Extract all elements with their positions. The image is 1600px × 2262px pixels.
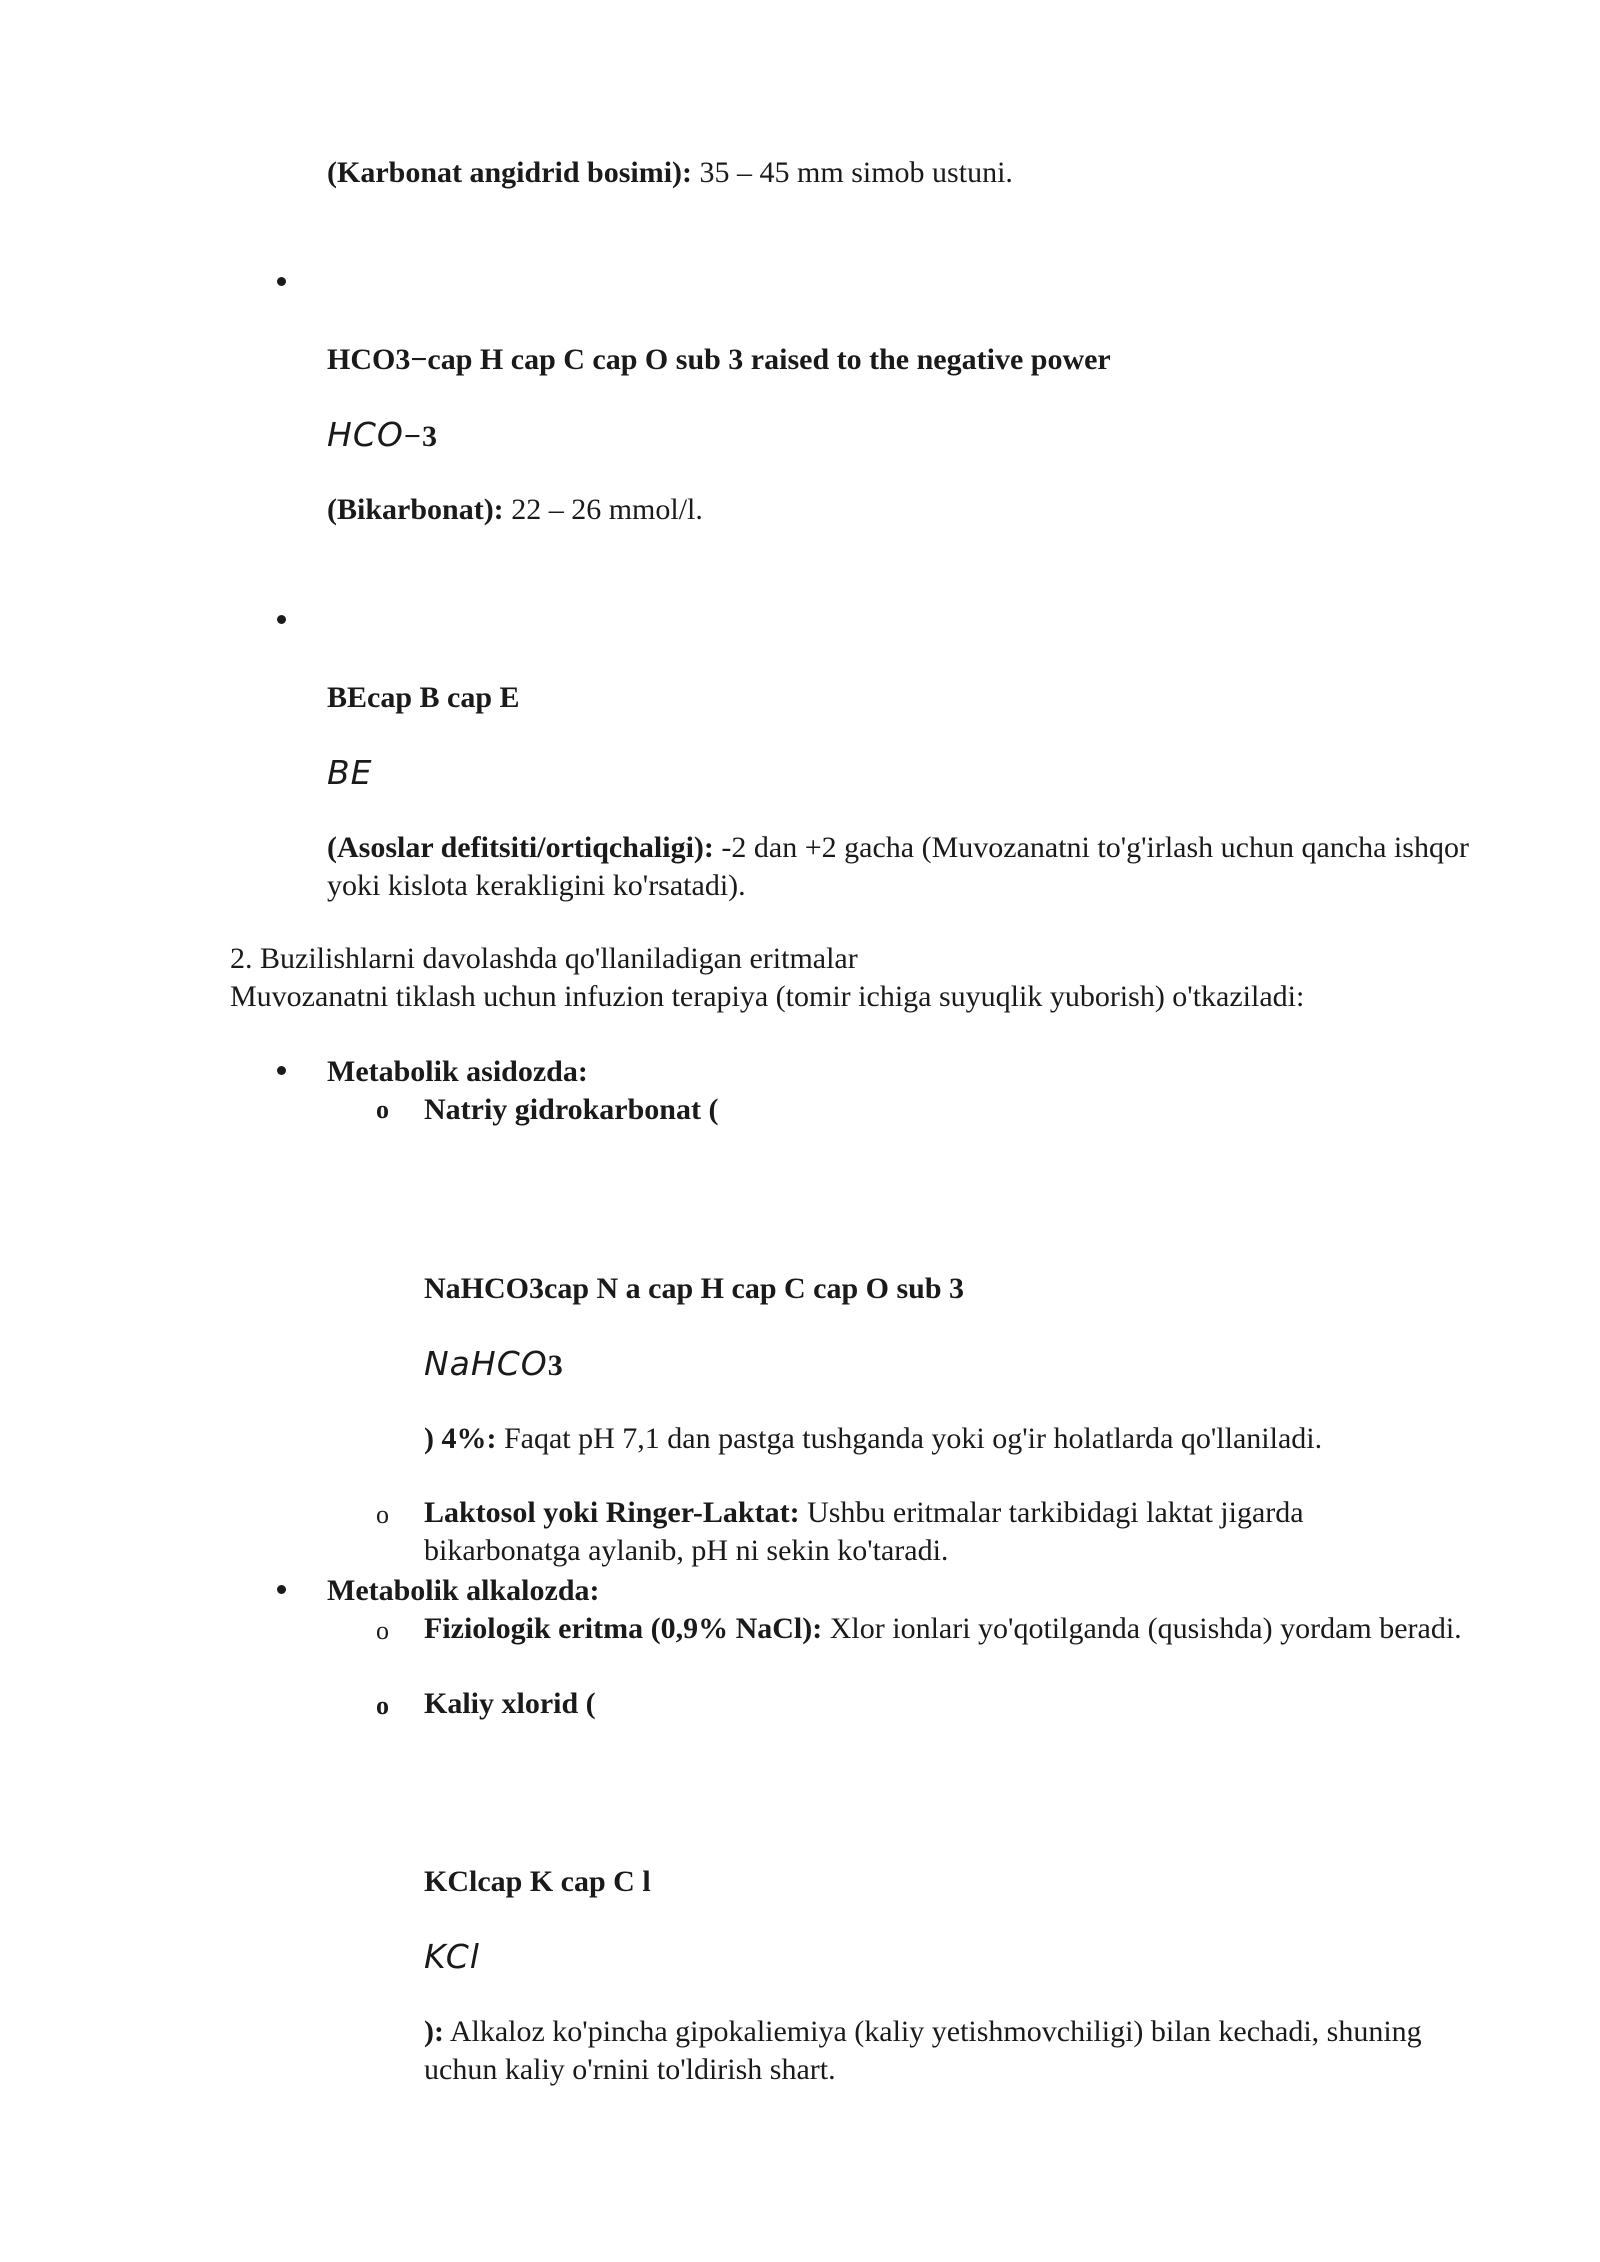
be-formula: BE bbox=[327, 753, 373, 792]
acidosis-label: Metabolik asidozda: bbox=[327, 1055, 588, 1088]
bullet-dot bbox=[277, 1066, 286, 1075]
saline-item: Fiziologik eritma (0,9% NaCl): Xlor ionlari yo'qotilganda (qusishda) yordam beradi. bbox=[424, 1612, 1462, 1645]
sodium-heading: NaHCO3cap N a cap H cap C cap O sub 3 bbox=[424, 1272, 965, 1305]
sodium-formula: NaHCO3 bbox=[424, 1344, 564, 1383]
kcl-open: Kaliy xlorid ( bbox=[424, 1687, 596, 1720]
be-description: (Asoslar defitsiti/ortiqchaligi): -2 dan +2 gacha (Muvozanatni to'g'irlash uchun qancha ishqor yoki kislota kerakligini ko'rsatadi). bbox=[327, 831, 1469, 902]
bullet-dot bbox=[277, 277, 286, 286]
hco3-heading: HCO3−cap H cap C cap O sub 3 raised to the negative power bbox=[327, 343, 1111, 376]
section-2-intro: Muvozanatni tiklash uchun infuzion terapiya (tomir ichiga suyuqlik yuborish) o'tkaziladi: bbox=[230, 980, 1305, 1013]
alkalosis-label: Metabolik alkalozda: bbox=[327, 1574, 600, 1607]
kcl-formula: KCl bbox=[424, 1937, 480, 1976]
bullet-dot bbox=[277, 1585, 286, 1594]
hco3-formula: HCO−3 bbox=[327, 415, 438, 454]
bullet-dot bbox=[277, 615, 286, 624]
paco2-line bbox=[327, 154, 1013, 192]
kcl-heading: KClcap K cap C l bbox=[424, 1865, 651, 1898]
sodium-description: ) 4%: Faqat pH 7,1 dan pastga tushganda yoki og'ir holatlarda qo'llaniladi. bbox=[424, 1422, 1323, 1455]
paco2-label: (Karbonat angidrid bosimi): bbox=[327, 156, 693, 189]
lactosol-item: Laktosol yoki Ringer-Laktat: Ushbu eritmalar tarkibidagi laktat jigarda bikarbonatga aylanib, pH ni sekin ko'taradi. bbox=[424, 1496, 1304, 1567]
hco3-description: (Bikarbonat): 22 – 26 mmol/l. bbox=[327, 493, 703, 526]
sub-bullet-marker: o bbox=[376, 1616, 389, 1645]
paco2-value: 35 – 45 mm simob ustuni. bbox=[692, 156, 1013, 189]
sodium-open: Natriy gidrokarbonat ( bbox=[424, 1093, 719, 1126]
kcl-description: ): Alkaloz ko'pincha gipokaliemiya (kaliy yetishmovchiligi) bilan kechadi, shuning uchun kaliy o'rnini to'ldirish shart. bbox=[424, 2015, 1422, 2086]
sub-bullet-marker: o bbox=[376, 1095, 389, 1124]
sub-bullet-marker: o bbox=[376, 1691, 389, 1720]
sub-bullet-marker: o bbox=[376, 1500, 389, 1529]
be-heading: BEcap B cap E bbox=[327, 681, 520, 714]
section-2-title: 2. Buzilishlarni davolashda qo'llaniladigan eritmalar bbox=[230, 942, 858, 975]
